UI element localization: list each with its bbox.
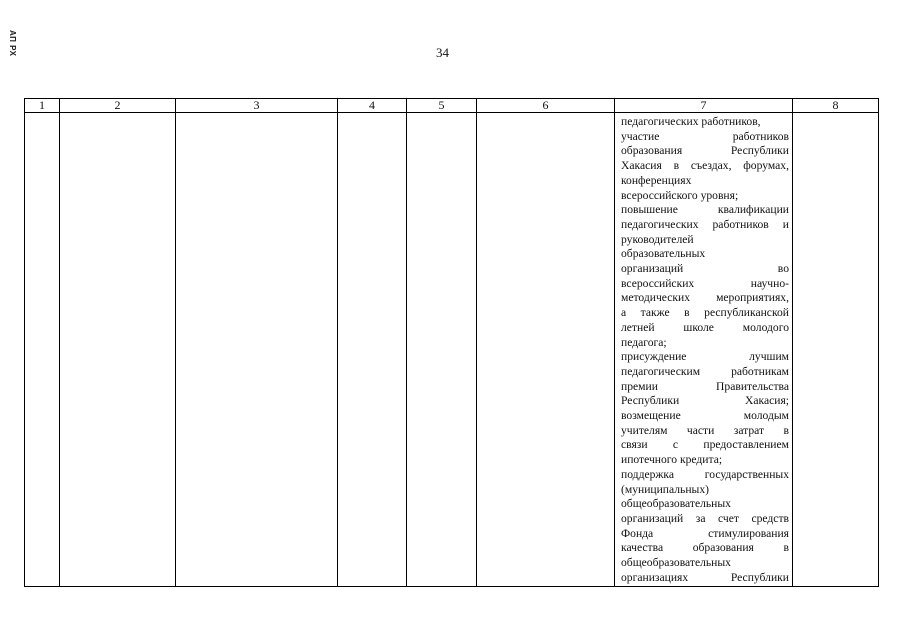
text-line: руководителей <box>621 232 694 246</box>
document-table <box>24 98 878 585</box>
text-line: ипотечного кредита; <box>621 453 723 467</box>
text-line: летней школе молодого <box>621 320 789 334</box>
text-line: организаций за счет средств <box>621 511 789 525</box>
text-line: всероссийских научно- <box>621 276 789 290</box>
text-line: общеобразовательных <box>621 497 731 511</box>
text-line: образовательных <box>621 247 706 261</box>
column-header-8: 8 <box>793 99 879 113</box>
cell-column-2 <box>60 113 176 587</box>
text-line: повышение квалификации <box>621 203 789 217</box>
column-header-1: 1 <box>25 99 60 113</box>
column-header-5: 5 <box>407 99 477 113</box>
text-line: Хакасия в съездах, форумах, <box>621 159 789 173</box>
text-line: Республики Хакасия; <box>621 394 789 408</box>
text-line: возмещение молодым <box>621 409 789 423</box>
side-stamp: АП РХ <box>8 30 17 57</box>
column-header-4: 4 <box>338 99 407 113</box>
text-line: педагога; <box>621 335 667 349</box>
column-header-6: 6 <box>477 99 615 113</box>
text-line: педагогических работников, <box>621 115 761 128</box>
cell-column-8 <box>793 113 879 587</box>
text-line: связи с предоставлением <box>621 438 789 452</box>
text-line: премии Правительства <box>621 379 789 393</box>
column-header-7: 7 <box>615 99 793 113</box>
text-line: конференциях <box>621 173 692 187</box>
text-line: а также в республиканской <box>621 306 789 320</box>
cell-column-1 <box>25 113 60 587</box>
text-line: всероссийского уровня; <box>621 188 739 202</box>
text-line: поддержка государственных <box>621 467 789 481</box>
cell-column-6 <box>477 113 615 587</box>
text-line: общеобразовательных <box>621 556 731 570</box>
column-header-2: 2 <box>60 99 176 113</box>
text-line: образования Республики <box>621 144 789 158</box>
text-line: методических мероприятиях, <box>621 291 789 305</box>
text-line: участие работников <box>621 129 789 143</box>
cell-column-4 <box>338 113 407 587</box>
table-row <box>25 113 879 587</box>
cell-column-3 <box>176 113 338 587</box>
cell-column-7 <box>615 113 793 587</box>
cell-column-5 <box>407 113 477 587</box>
text-line: присуждение лучшим <box>621 350 789 364</box>
header-row <box>25 99 879 113</box>
text-line: (муниципальных) <box>621 482 709 496</box>
text-line: организациях Республики <box>621 570 789 584</box>
text-line: качества образования в <box>621 541 789 555</box>
text-line: Фонда стимулирования <box>621 526 789 540</box>
column-header-3: 3 <box>176 99 338 113</box>
text-line: педагогическим работникам <box>621 364 789 378</box>
page-number: 34 <box>436 45 449 60</box>
text-line: организаций во <box>621 262 789 276</box>
text-line: педагогических работников и <box>621 217 789 231</box>
text-line: учителям части затрат в <box>621 423 789 437</box>
